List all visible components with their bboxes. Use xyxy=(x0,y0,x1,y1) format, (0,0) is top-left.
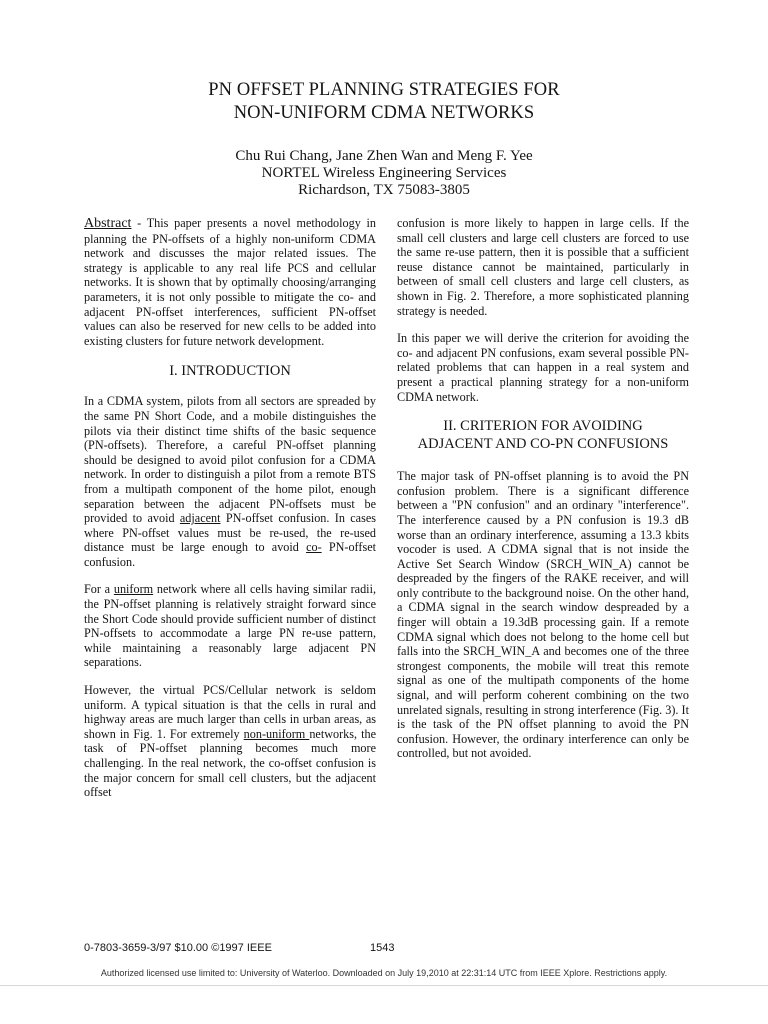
intro-p2-text-a: For a xyxy=(84,582,114,597)
footer-page-number: 1543 xyxy=(370,942,395,954)
footer-copyright: 0-7803-3659-3/97 $10.00 ©1997 IEEE xyxy=(84,942,272,954)
author-affiliation: NORTEL Wireless Engineering Services xyxy=(261,165,507,181)
criterion-paragraph-1: The major task of PN-offset planning is to avoid the PN confusion problem. There is a significant difference between a "PN confusion" and an ordinary "interference". The interference caused by a PN confusion is 19.3 dB worse than an ordinary interference, assuming a 13.3 kbits vocoder is used. A CDMA signal that is not inside the Active Set Search Window (SRCH_WIN_A) cannot be despreaded by the fingers of the RAKE receiver, and will only contribute to the background noise. On the other hand, a CDMA signal in the search window despreaded by a finger will obtain a 19.3dB processing gain. If a remote CDMA signal which does not belong to the home cell but falls into the SRCH_WIN_A and becomes one of the three strongest components, the mobile will treat this remote signal as one of the multipath components of the home signal, and will perform coherent combining on the two unrelated signals, resulting in strong interference (Fig. 3). It is the task of the PN offset planning to avoid the PN confusion. However, the ordinary interference can only be controlled, but not avoided. xyxy=(397,469,689,761)
intro-paragraph-1 xyxy=(84,394,376,569)
intro-p1-underline-adjacent: adjacent xyxy=(179,511,221,526)
intro-p3-underline-non-uniform: non-uniform xyxy=(243,726,310,741)
section-heading-criterion-line-1: II. CRITERION FOR AVOIDING xyxy=(443,418,643,435)
right-paragraph-2: In this paper we will derive the criterion for avoiding the co- and adjacent PN confusions, exam several possible PN-related problems that can happen in a real system and present a practical planning strategy for a non-uniform CDMA network. xyxy=(397,331,689,404)
paper-title-line-1: PN OFFSET PLANNING STRATEGIES FOR xyxy=(208,80,560,100)
author-location: Richardson, TX 75083-3805 xyxy=(298,182,470,198)
intro-p1-text-b: PN-offset confusion. In cases where PN-offset values must be re-used, the re-used distance must be large enough to avoid xyxy=(84,511,376,555)
right-column xyxy=(397,216,689,774)
intro-p2-text-b: network where all cells having similar radii, the PN-offset planning is relatively straight forward since the Short Code should provide sufficient number of distinct PN-offsets to accommodate a large PN re-use pattern, while maintaining a reasonably large adjacent PN separations. xyxy=(84,582,376,670)
license-notice: Authorized licensed use limited to: University of Waterloo. Downloaded on July 19,2010 at 22:31:14 UTC from IEEE Xplore. Restrictions apply. xyxy=(100,968,668,978)
intro-p3-text-a: However, the virtual PCS/Cellular network is seldom uniform. A typical situation is that the cells in rural and highway areas are much larger than cells in urban areas, as shown in Fig. 1. For extremely xyxy=(84,683,376,741)
author-names: Chu Rui Chang, Jane Zhen Wan and Meng F. Yee xyxy=(235,148,533,164)
footer-divider xyxy=(0,985,768,986)
right-paragraph-1: confusion is more likely to happen in large cells. If the small cell clusters and large cell clusters are forced to use the same re-use pattern, then it is possible that a sufficient reuse distance cannot be maintained, particularly in between of small cell clusters and large cell clusters, as shown in Fig. 2. Therefore, a more sophisticated planning strategy is needed. xyxy=(397,216,689,318)
abstract-label: Abstract xyxy=(84,216,132,231)
intro-paragraph-3 xyxy=(84,683,376,800)
left-column xyxy=(84,216,376,813)
intro-p3-text-b: networks, the task of PN-offset planning becomes much more challenging. In the real network, the co-offset confusion is the major concern for small cell clusters, but the adjacent offset xyxy=(84,726,376,800)
paper-title-line-2: NON-UNIFORM CDMA NETWORKS xyxy=(233,103,535,123)
abstract-text: - This paper presents a novel methodology in planning the PN-offsets of a highly non-uniform CDMA network and discusses the major related issues. The strategy is applicable to any real life PCS and cellular networks. It is shown that by optimally choosing/arranging parameters, it is not only possible to mitigate the co- and adjacent PN-offset interferences, sufficient PN-offset values can also be reserved for new cells to be added into existing clusters for future network development. xyxy=(84,216,376,348)
intro-p2-underline-uniform: uniform xyxy=(113,582,154,597)
section-heading-criterion-line-2: ADJACENT AND CO-PN CONFUSIONS xyxy=(417,436,669,453)
intro-p1-text-c: PN-offset confusion. xyxy=(84,540,376,569)
section-heading-introduction: I. INTRODUCTION xyxy=(169,363,291,380)
abstract-paragraph xyxy=(84,216,376,348)
intro-p1-text-a: In a CDMA system, pilots from all sectors are spreaded by the same PN Short Code, and a mobile distinguishes the pilots via their distinct time shifts of the basic sequence (PN-offsets). Therefore, a careful PN-offset planning should be designed to avoid pilot confusion for a CDMA network. In order to distinguish a pilot from a remote BTS from a multipath component of the home pilot, enough separation between the adjacent PN-offsets must be provided to avoid xyxy=(84,394,376,526)
intro-p1-underline-co: co- xyxy=(306,540,322,555)
intro-paragraph-2 xyxy=(84,582,376,670)
section-heading-criterion xyxy=(397,417,689,453)
